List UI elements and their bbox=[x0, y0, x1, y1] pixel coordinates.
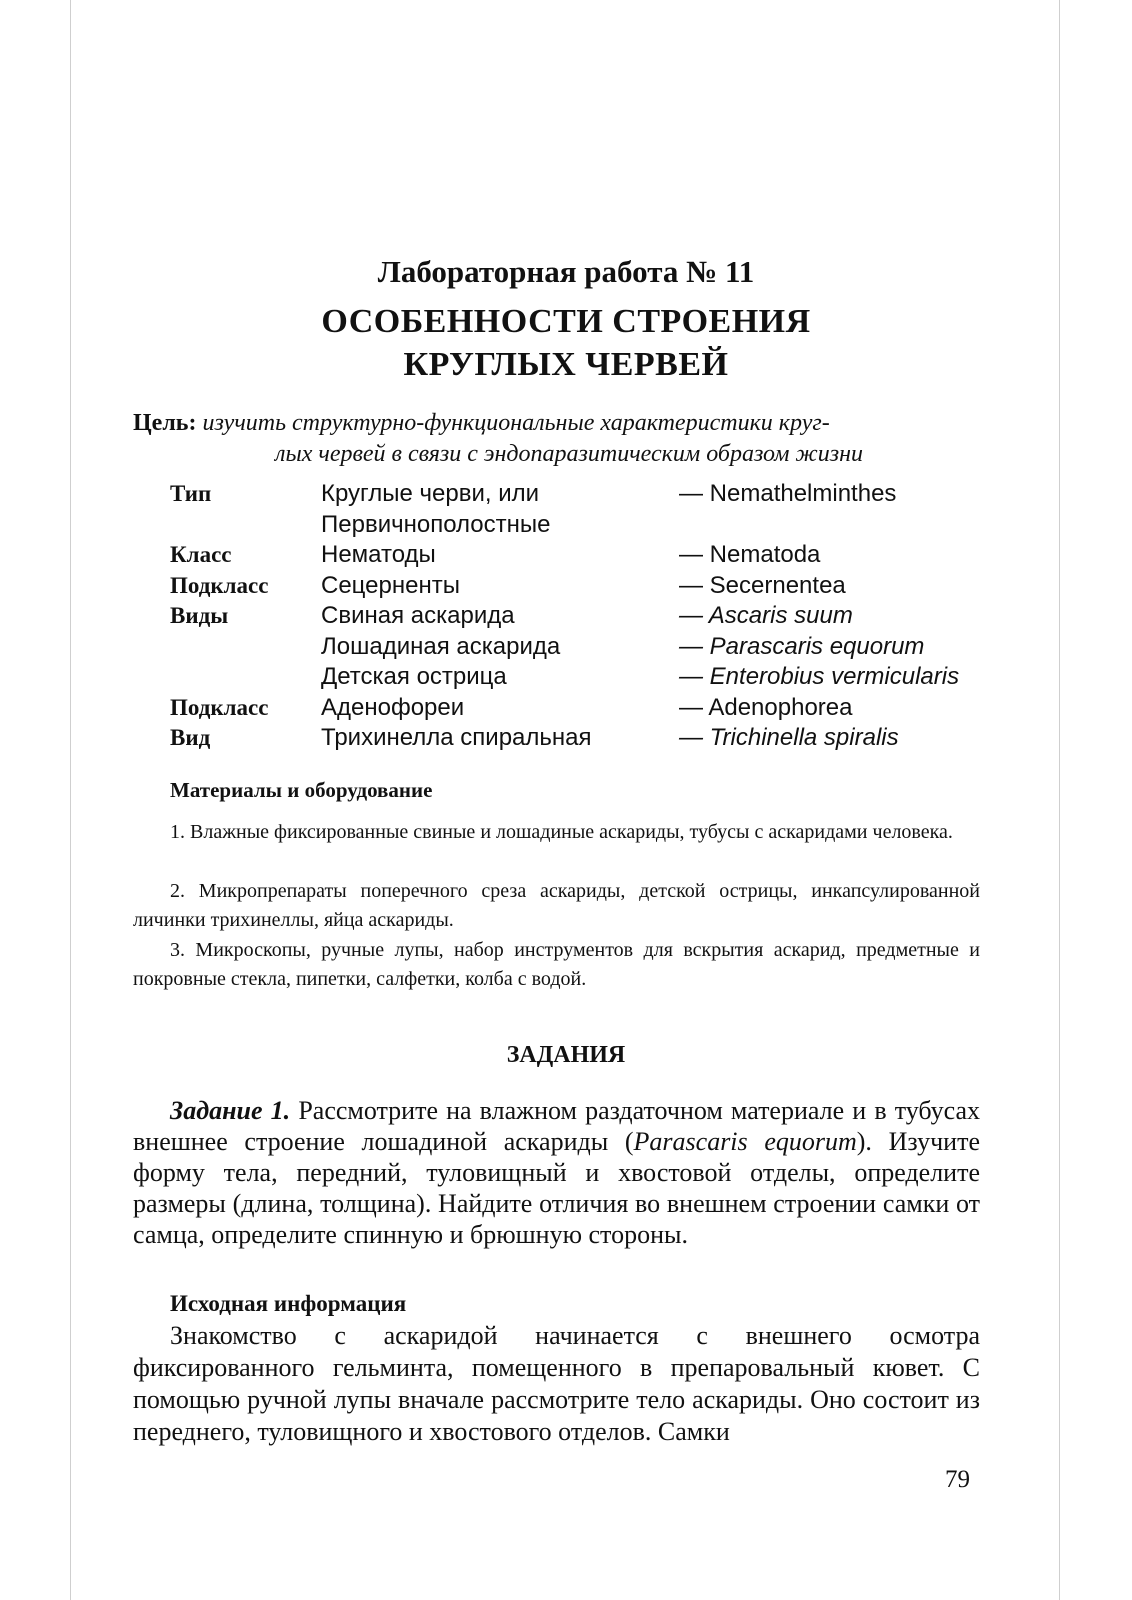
taxonomy-russian-name: Лошадиная аскарида bbox=[321, 633, 561, 660]
taxonomy-russian-name: Детская острица bbox=[321, 663, 507, 690]
task-1-text-a: Рассмотрите на влажном раздаточном материале и в тубусах внешнее строение лошадиной аскариды ( bbox=[133, 1096, 981, 1156]
page-left-edge bbox=[70, 0, 71, 1600]
goal-text-line-1: изучить структурно-функциональные характеристики круг- bbox=[202, 410, 830, 436]
task-1-latin-name: Parascaris equorum bbox=[633, 1127, 857, 1156]
materials-item: 3. Микроскопы, ручные лупы, набор инструментов для вскрытия аскарид, предметные и покровные стекла, пипетки, салфетки, колба с водой. bbox=[133, 939, 980, 990]
taxonomy-latin-name: — Secernentea bbox=[679, 572, 846, 599]
taxonomy-latin-name: — Trichinella spiralis bbox=[679, 724, 899, 751]
taxonomy-latin-name: — Parascaris equorum bbox=[679, 633, 925, 660]
lab-title-line-2: КРУГЛЫХ ЧЕРВЕЙ bbox=[403, 346, 729, 383]
task-1-paragraph bbox=[133, 1095, 980, 1250]
taxonomy-rank: Класс bbox=[170, 542, 232, 567]
taxonomy-russian-name: Трихинелла спиральная bbox=[321, 724, 592, 751]
taxonomy-rank: Виды bbox=[170, 603, 229, 628]
taxonomy-latin-name: — Adenophorea bbox=[679, 694, 853, 721]
lab-title-line-1: ОСОБЕННОСТИ СТРОЕНИЯ bbox=[321, 303, 811, 340]
taxonomy-russian-name: Нематоды bbox=[321, 541, 436, 568]
taxonomy-rank: Подкласс bbox=[170, 695, 269, 720]
taxonomy-latin-name: — Nemathelminthes bbox=[679, 480, 897, 507]
taxonomy-rank: Подкласс bbox=[170, 573, 269, 598]
goal-label: Цель: bbox=[133, 410, 197, 436]
task-1-label: Задание 1. bbox=[170, 1096, 291, 1125]
task-1-text-b: ). Изучите форму тела, передний, туловищный и хвостовой отделы, определите размеры (длина, толщина). Найдите отличия во внешнем строении самки от самца, определите спинную и брюшную стороны. bbox=[133, 1127, 980, 1249]
taxonomy-latin-name: — Ascaris suum bbox=[679, 602, 853, 629]
taxonomy-rank: Вид bbox=[170, 725, 211, 750]
tasks-heading: ЗАДАНИЯ bbox=[506, 1042, 626, 1068]
lab-number-title: Лабораторная работа № 11 bbox=[377, 254, 755, 289]
taxonomy-rank: Тип bbox=[170, 481, 212, 506]
taxonomy-latin-name: — Nematoda bbox=[679, 541, 821, 568]
materials-item: 1. Влажные фиксированные свиные и лошадиные аскариды, тубусы с аскаридами человека. bbox=[170, 821, 953, 843]
taxonomy-russian-name: Первичнополостные bbox=[321, 511, 551, 538]
taxonomy-russian-name: Сецерненты bbox=[321, 572, 460, 599]
taxonomy-russian-name: Круглые черви, или bbox=[321, 480, 540, 507]
materials-item: 2. Микропрепараты поперечного среза аскариды, детской острицы, инкапсулированной личинки трихинеллы, яйца аскариды. bbox=[133, 880, 980, 931]
source-info-paragraph: Знакомство с аскаридой начинается с внешнего осмотра фиксированного гельминта, помещенного в препаровальный кювет. С помощью ручной лупы вначале рассмотрите тело аскариды. Оно состоит из переднего, туловищного и хвостового отделов. Самки bbox=[133, 1321, 980, 1446]
taxonomy-latin-name: — Enterobius vermicularis bbox=[679, 663, 960, 690]
page-right-edge bbox=[1059, 0, 1060, 1600]
goal-text-line-2: лых червей в связи с эндопаразитическим образом жизни bbox=[275, 441, 863, 467]
page-number: 79 bbox=[945, 1466, 970, 1493]
taxonomy-russian-name: Свиная аскарида bbox=[321, 602, 515, 629]
goal-block bbox=[133, 408, 1005, 470]
source-info-heading: Исходная информация bbox=[170, 1291, 407, 1316]
materials-heading: Материалы и оборудование bbox=[170, 778, 433, 802]
taxonomy-russian-name: Аденофореи bbox=[321, 694, 465, 721]
